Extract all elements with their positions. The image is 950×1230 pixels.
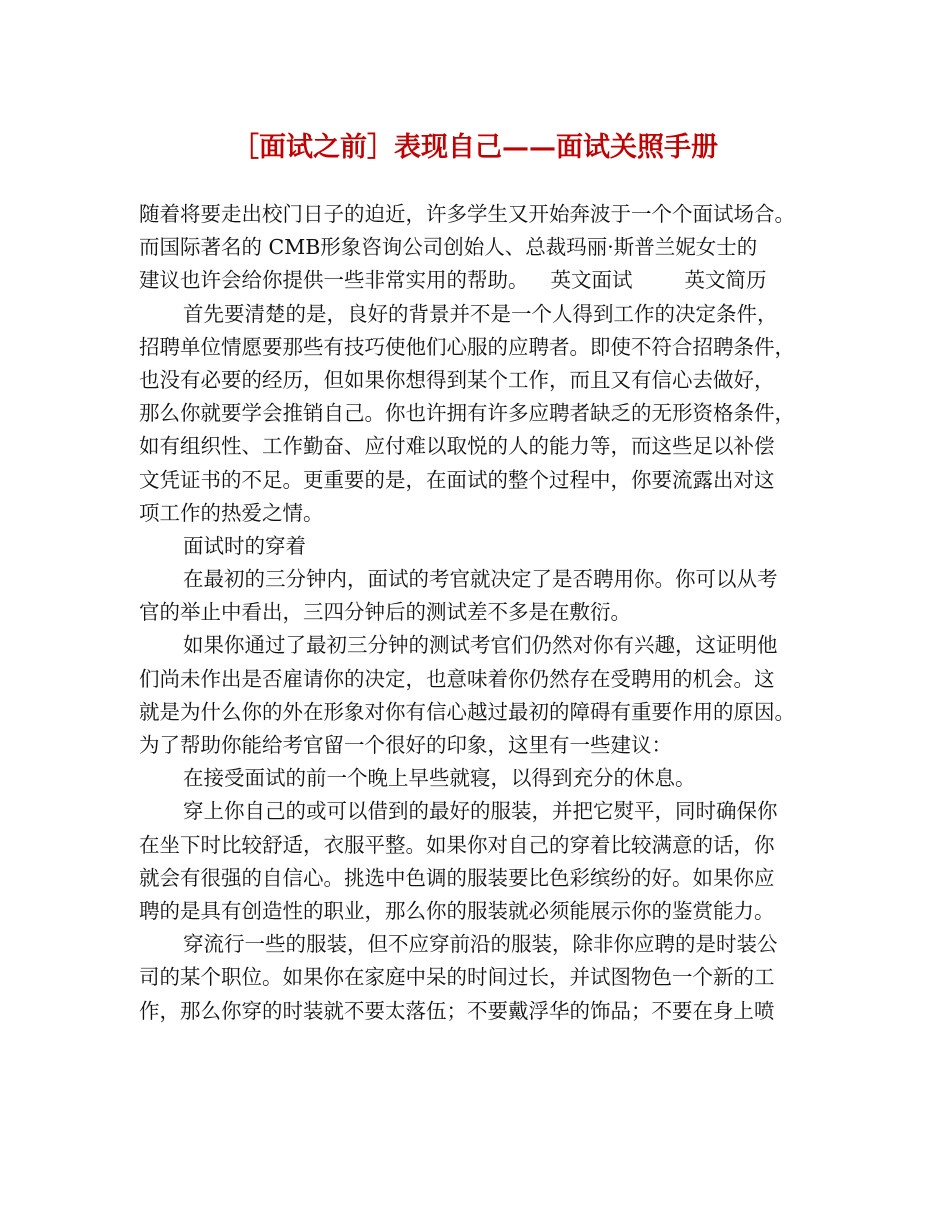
text-line-24: 司的某个职位。如果你在家庭中呆的时间过长，并试图物色一个新的工 [139,965,775,990]
text-line-3 [139,264,819,297]
text-line-1: 随着将要走出校门日子的迫近，许多学生又开始奔波于一个个面试场合。 [139,202,795,226]
text-line-4: 首先要清楚的是，良好的背景并不是一个人得到工作的决定条件， [183,301,778,326]
text-line-22: 聘的是具有创造性的职业，那么你的服装就必须能展示你的鉴赏能力。 [139,898,775,923]
text-line-2: 而国际著名的 CMB形象咨询公司创始人、总裁玛丽·斯普兰妮女士的 [139,235,758,260]
text-line-10: 项工作的热爱之情。 [139,500,324,525]
text-line-21: 就会有很强的自信心。挑选中色调的服装要比色彩缤纷的好。如果你应 [139,865,775,890]
text-line-16: 就是为什么你的外在形象对你有信心越过最初的障碍有重要作用的原因。 [139,699,795,724]
text-line-20: 在坐下时比较舒适，衣服平整。如果你对自己的穿着比较满意的话，你 [139,832,775,857]
text-line-19: 穿上你自己的或可以借到的最好的服装，并把它熨平，同时确保你 [183,799,778,824]
text-line-18: 在接受面试的前一个晚上早些就寝，以得到充分的休息。 [183,766,696,791]
text-line-25: 作，那么你穿的时装就不要太落伍；不要戴浮华的饰品；不要在身上喷 [139,998,775,1023]
text-line-5: 招聘单位情愿要那些有技巧使他们心服的应聘者。即使不符合招聘条件， [139,334,795,359]
text-line-23: 穿流行一些的服装，但不应穿前沿的服装，除非你应聘的是时装公 [183,932,778,957]
text-line-14: 如果你通过了最初三分钟的测试考官们仍然对你有兴趣，这证明他 [183,633,778,658]
text-line-6: 也没有必要的经历，但如果你想得到某个工作，而且又有信心去做好， [139,367,775,392]
section-heading-attire: 面试时的穿着 [183,533,306,558]
text-line-17: 为了帮助你能给考官留一个很好的印象，这里有一些建议： [139,733,672,757]
text-line-9: 文凭证书的不足。更重要的是，在面试的整个过程中，你要流露出对这 [139,467,775,492]
text-line-12: 在最初的三分钟内，面试的考官就决定了是否聘用你。你可以从考 [183,567,778,592]
text-line-15: 们尚未作出是否雇请你的决定，也意味着你仍然存在受聘用的机会。这 [139,666,775,691]
document-body [139,198,819,1028]
text-line-8: 如有组织性、工作勤奋、应付难以取悦的人的能力等，而这些足以补偿 [139,434,775,459]
document-title: ［面试之前］表现自己——面试关照手册 [232,132,718,163]
link-english-interview[interactable]: 英文面试 [550,268,633,293]
text-line-7: 那么你就要学会推销自己。你也许拥有许多应聘者缺乏的无形资格条件， [139,401,795,426]
link-english-resume[interactable]: 英文简历 [684,268,767,293]
text-line-3-content: 建议也许会给你提供一些非常实用的帮助。 [139,268,529,293]
text-line-13: 官的举止中看出，三四分钟后的测试差不多是在敷衍。 [139,600,631,625]
